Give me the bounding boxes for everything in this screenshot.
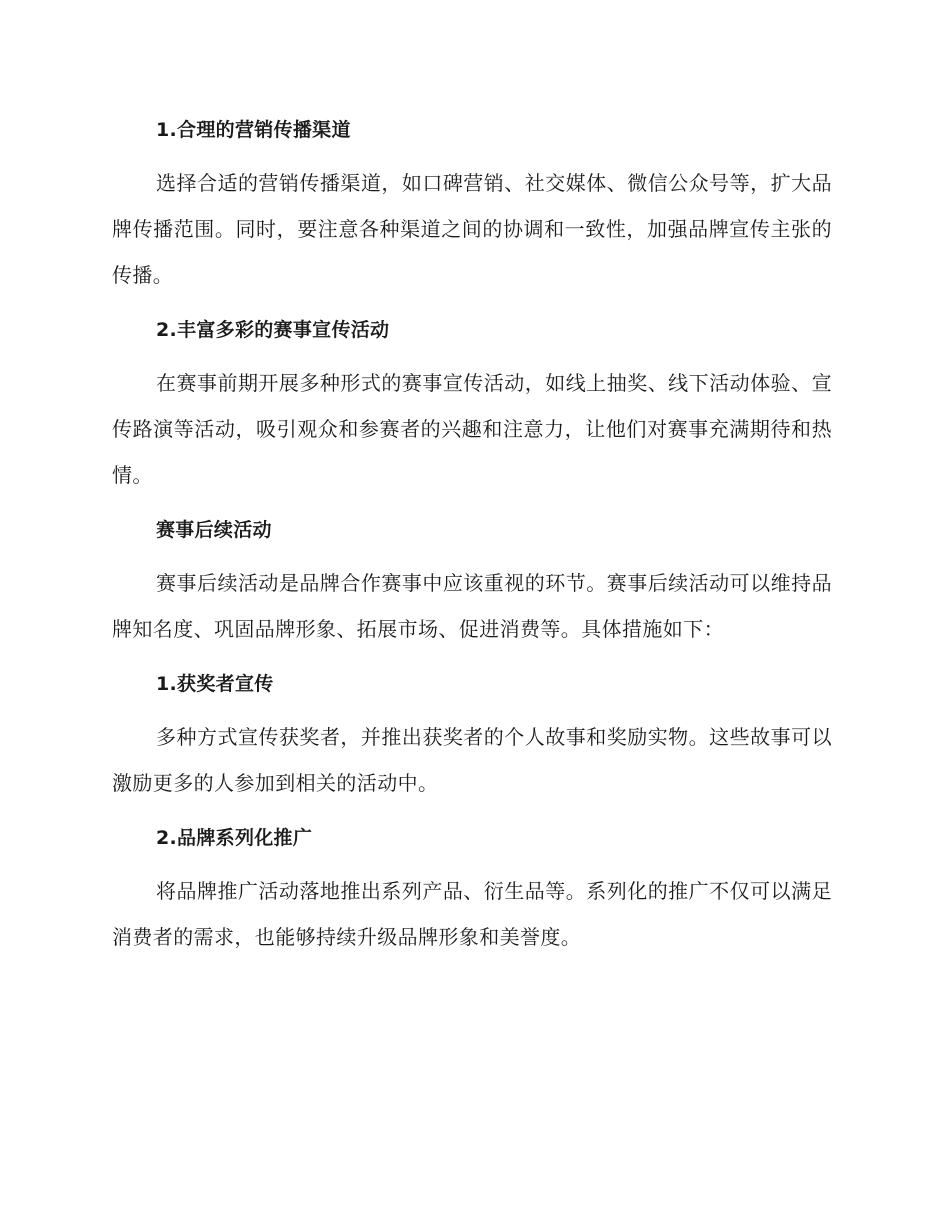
section-heading-promo-activities: 2.丰富多彩的赛事宣传活动: [156, 319, 390, 341]
spacer: [112, 548, 832, 560]
section-paragraph-marketing-channels: 选择合适的营销传播渠道，如口碑营销、社交媒体、微信公众号等，扩大品牌传播范围。同时，要注意各种渠道之间的协调和一致性，加强品牌宣传主张的传播。: [112, 171, 832, 287]
spacer: [112, 498, 832, 512]
spacer: [112, 806, 832, 820]
section-heading-marketing-channels: 1.合理的营销传播渠道: [156, 119, 351, 141]
section-paragraph-winner-promotion: 多种方式宣传获奖者，并推出获奖者的个人故事和奖励实物。这些故事可以激励更多的人参加到相关的活动中。: [112, 725, 832, 795]
spacer: [112, 298, 832, 312]
section-paragraph-brand-series: 将品牌推广活动落地推出系列产品、衍生品等。系列化的推广不仅可以满足消费者的需求，也能够持续升级品牌形象和美誉度。: [112, 879, 832, 949]
section-heading-winner-promotion: 1.获奖者宣传: [156, 673, 274, 695]
spacer: [112, 348, 832, 360]
section-heading-brand-series: 2.品牌系列化推广: [156, 827, 313, 849]
document-body: [112, 112, 832, 960]
spacer: [112, 702, 832, 714]
spacer: [112, 148, 832, 160]
section-paragraph-promo-activities: 在赛事前期开展多种形式的赛事宣传活动，如线上抽奖、线下活动体验、宣传路演等活动，吸引观众和参赛者的兴趣和注意力，让他们对赛事充满期待和热情。: [112, 371, 832, 487]
spacer: [112, 652, 832, 666]
section-heading-follow-up: 赛事后续活动: [156, 519, 272, 541]
section-paragraph-follow-up: 赛事后续活动是品牌合作赛事中应该重视的环节。赛事后续活动可以维持品牌知名度、巩固品牌形象、拓展市场、促进消费等。具体措施如下：: [112, 571, 832, 641]
spacer: [112, 856, 832, 868]
